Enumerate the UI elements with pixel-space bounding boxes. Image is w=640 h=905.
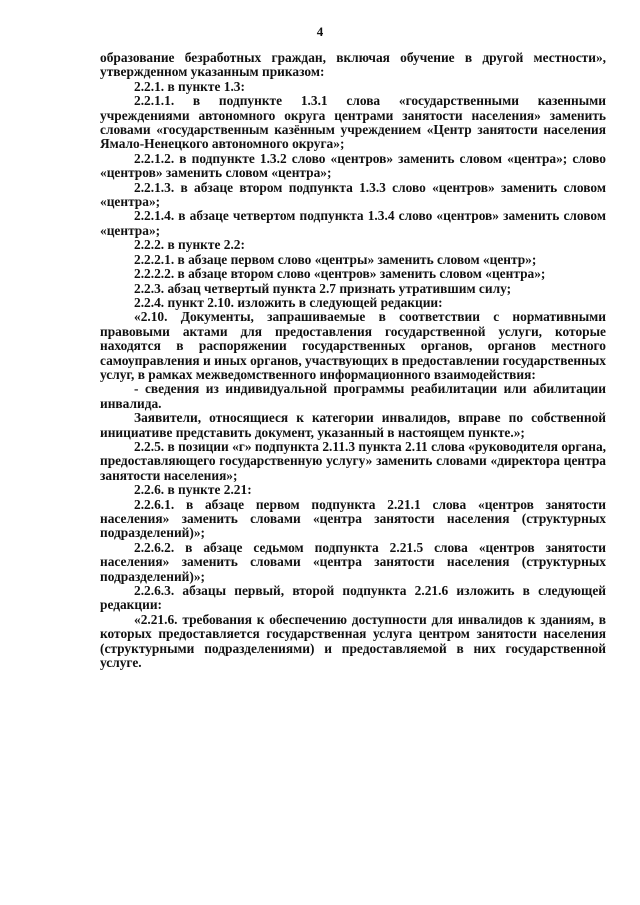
paragraph: 2.2.2.1. в абзаце первом слово «центры» заменить словом «центр»;: [134, 251, 537, 267]
paragraph: 2.2.6.3. абзацы первый, второй подпункта 2.21.6 изложить в следующей редакции:: [100, 583, 606, 613]
paragraph: «2.10. Документы, запрашиваемые в соответствии с нормативными правовыми актами для предоставления государственной услуги, которые находятся в распоряжении государственных органов, органов местного самоуправления и иных органов, участвующих в предоставлении государственных услуг, в рамках межведомственного информационного взаимодействия:: [100, 309, 606, 382]
paragraph: 2.2.4. пункт 2.10. изложить в следующей редакции:: [134, 294, 443, 310]
paragraph: 2.2.3. абзац четвертый пункта 2.7 признать утратившим силу;: [134, 280, 512, 296]
paragraph: 2.2.6. в пункте 2.21:: [134, 482, 252, 498]
paragraph: 2.2.1.1. в подпункте 1.3.1 слова «государственными казенными учреждениями автономного округа центрами занятости населения» заменить словами «государственным казённым учреждением «Центр занятости населения Ямало-Ненецкого автономного округа»;: [100, 93, 606, 152]
paragraph: 2.2.1.4. в абзаце четвертом подпункта 1.3.4 слово «центров» заменить словом «центра»;: [100, 208, 606, 238]
paragraph: «2.21.6. требования к обеспечению доступности для инвалидов к зданиям, в которых предоставляется государственная услуга центром занятости населения (структурными подразделениями) и предоставляемой в них государственной услуге.: [100, 611, 606, 671]
paragraph: 2.2.6.1. в абзаце первом подпункта 2.21.1 слова «центров занятости населения» заменить словами «центра занятости населения (структурных подразделений)»;: [100, 496, 606, 541]
page-number: 4: [316, 24, 324, 39]
paragraph: 2.2.2. в пункте 2.2:: [134, 237, 245, 253]
paragraph: 2.2.6.2. в абзаце седьмом подпункта 2.21.5 слова «центров занятости населения» заменить словами «центра занятости населения (структурных подразделений)»;: [100, 539, 606, 584]
paragraph: Заявители, относящиеся к категории инвалидов, вправе по собственной инициативе представить документ, указанный в настоящем пункте.»;: [100, 410, 606, 440]
document-body: [100, 51, 606, 670]
paragraph: - сведения из индивидуальной программы реабилитации или абилитации инвалида.: [100, 381, 606, 411]
paragraph: 2.2.1. в пункте 1.3:: [134, 78, 245, 94]
paragraph: 2.2.1.3. в абзаце втором подпункта 1.3.3 слово «центров» заменить словом «центра»;: [100, 179, 606, 210]
paragraph: образование безработных граждан, включая обучение в другой местности», утвержденном указанным приказом:: [100, 50, 606, 80]
paragraph: 2.2.5. в позиции «г» подпункта 2.11.3 пункта 2.11 слова «руководителя органа, предоставляющего государственную услугу» заменить словами «директора центра занятости населения»;: [100, 438, 606, 483]
paragraph: 2.2.2.2. в абзаце втором слово «центров» заменить словом «центра»;: [134, 266, 546, 282]
paragraph: 2.2.1.2. в подпункте 1.3.2 слово «центров» заменить словом «центра»; слово «центров» заменить словом «центра»;: [100, 150, 606, 181]
